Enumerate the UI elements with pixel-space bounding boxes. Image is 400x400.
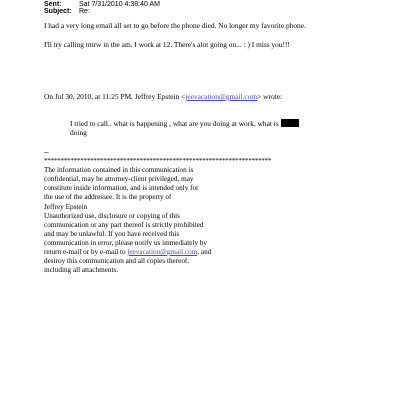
signature-stars: ********************************************************************* <box>44 157 272 166</box>
signature-line: and may be unlawful. If you have received this <box>44 229 180 238</box>
quote-intro-suffix: > wrote: <box>257 92 283 101</box>
subject-row <box>44 8 90 16</box>
quote-intro-email-link[interactable]: jeevacation@gmail.com <box>185 92 258 101</box>
signature-line: including all attachments. <box>44 266 119 275</box>
signature-email-link[interactable]: jeevacation@gmail.com <box>127 248 198 257</box>
body-paragraph-1: I had a very long email all set to go before the phone died. No longer my favorite phone. <box>44 21 306 30</box>
quote-intro-prefix: On Jul 30, 2010, at 11:25 PM, Jeffrey Epstein < <box>44 92 186 101</box>
signature-line: Unauthorized use, disclosure or copying of this <box>44 211 180 220</box>
quote-intro <box>44 92 282 101</box>
signature-line: constitute inside information, and is intended only for <box>44 184 199 193</box>
signature-line: the use of the addressee. It is the property of <box>44 193 172 202</box>
quoted-line-2: doing <box>70 128 87 137</box>
subject-label: Subject: <box>44 8 72 15</box>
signature-line: communication in error, please notify us immediately by <box>44 238 207 247</box>
signature-line-email: return e-mail or by e-mail to jeevacation@gmail.com, and <box>44 248 212 257</box>
sent-value: Sat 7/31/2010 4:38:40 AM <box>79 1 160 8</box>
quoted-line-1: I tried to call.. what is happening , what are you doing at work, what is <box>70 119 299 128</box>
signature-line: The information contained in this communication is <box>44 166 194 175</box>
body-paragraph-2: I'll try calling tmrw in the am. I work at 12. There's alot going on... : ) I miss you!!! <box>44 40 290 49</box>
sent-label: Sent: <box>44 1 62 8</box>
signature-dashes: -- <box>44 148 49 156</box>
redaction-box <box>281 119 299 127</box>
email-signature <box>44 148 271 275</box>
signature-line: communication or any part thereof is strictly prohibited <box>44 220 204 229</box>
signature-line: Jeffrey Epstein <box>44 202 88 211</box>
subject-value: Re: <box>79 8 90 15</box>
signature-line: destroy this communication and all copies thereof, <box>44 257 190 266</box>
signature-line: confidential, may be attorney-client privileged, may <box>44 175 194 184</box>
quoted-message <box>70 119 299 137</box>
